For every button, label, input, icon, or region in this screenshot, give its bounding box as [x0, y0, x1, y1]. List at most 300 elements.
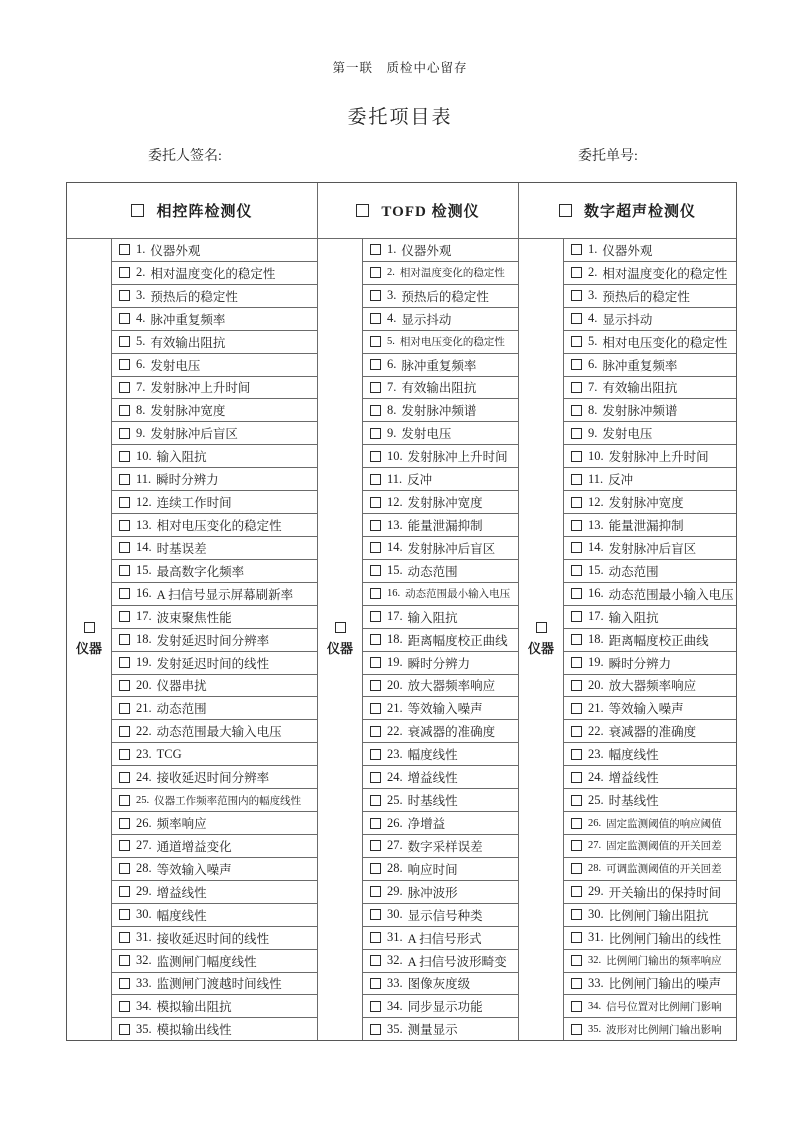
- item-number: 7.: [387, 379, 397, 394]
- item-label: 仪器外观: [150, 243, 201, 258]
- item-checkbox[interactable]: [370, 588, 381, 599]
- instrument-checkbox[interactable]: [559, 204, 572, 217]
- item-label: 脉冲波形: [407, 885, 458, 900]
- item-number: 1.: [136, 242, 146, 257]
- item-number: 24.: [136, 769, 152, 784]
- item-label: 输入阻抗: [407, 610, 458, 625]
- item-checkbox[interactable]: [370, 428, 381, 439]
- item-label: 发射脉冲后盲区: [407, 541, 496, 556]
- item-checkbox[interactable]: [571, 313, 582, 324]
- instrument-side-label: 仪器: [75, 641, 102, 656]
- item-number: 5.: [588, 334, 598, 349]
- item-checkbox[interactable]: [119, 909, 130, 920]
- item-checkbox[interactable]: [571, 932, 582, 943]
- item-label: 距离幅度校正曲线: [407, 633, 508, 648]
- item-checkbox[interactable]: [370, 542, 381, 553]
- item-number: 2.: [588, 265, 598, 280]
- item-number: 2.: [387, 267, 395, 279]
- item-number: 29.: [588, 884, 604, 899]
- item-checkbox[interactable]: [370, 451, 381, 462]
- item-number: 15.: [136, 563, 152, 578]
- item-row: [112, 881, 317, 904]
- item-row: [564, 927, 736, 950]
- item-label: 比例闸门输出的噪声: [608, 977, 722, 992]
- item-label: 相对电压变化的稳定性: [156, 519, 282, 534]
- item-label: 开关输出的保持时间: [608, 885, 722, 900]
- item-list: [112, 239, 317, 1040]
- item-row: [112, 422, 317, 445]
- item-row: [564, 491, 736, 514]
- item-checkbox[interactable]: [119, 267, 130, 278]
- instrument-checkbox[interactable]: [356, 204, 369, 217]
- item-checkbox[interactable]: [119, 405, 130, 416]
- item-row: [363, 354, 518, 377]
- item-row: [112, 537, 317, 560]
- instrument-side-label: 仪器: [326, 641, 353, 656]
- item-label: 有效输出阻抗: [150, 335, 226, 350]
- item-checkbox[interactable]: [119, 680, 130, 691]
- item-number: 5.: [136, 334, 146, 349]
- item-label: 预热后的稳定性: [602, 289, 690, 304]
- item-number: 20.: [588, 677, 604, 692]
- item-label: 监测闸门渡越时间线性: [156, 977, 282, 992]
- item-number: 20.: [387, 677, 403, 692]
- item-number: 29.: [387, 884, 403, 899]
- item-label: 频率响应: [156, 817, 207, 831]
- item-checkbox[interactable]: [571, 863, 582, 874]
- item-number: 10.: [588, 448, 604, 463]
- item-checkbox[interactable]: [370, 474, 381, 485]
- item-label: 动态范围: [407, 564, 458, 579]
- item-number: 26.: [588, 817, 602, 829]
- item-row: [112, 445, 317, 468]
- item-label: 瞬时分辨力: [407, 656, 471, 671]
- item-row: [363, 881, 518, 904]
- item-checkbox[interactable]: [571, 726, 582, 737]
- item-checkbox[interactable]: [119, 520, 130, 531]
- item-checkbox[interactable]: [119, 244, 130, 255]
- item-row: [564, 675, 736, 698]
- item-number: 30.: [387, 907, 403, 922]
- item-number: 14.: [588, 540, 604, 555]
- item-number: 21.: [136, 700, 152, 715]
- item-checkbox[interactable]: [119, 932, 130, 943]
- item-label: 仪器外观: [602, 243, 653, 258]
- item-number: 27.: [136, 838, 152, 853]
- column-body: [318, 239, 518, 1040]
- item-number: 3.: [588, 288, 598, 303]
- item-checkbox[interactable]: [370, 818, 381, 829]
- item-checkbox[interactable]: [370, 772, 381, 783]
- item-label: 发射脉冲上升时间: [407, 450, 508, 465]
- item-row: [363, 491, 518, 514]
- item-number: 13.: [588, 517, 604, 532]
- item-checkbox[interactable]: [370, 795, 381, 806]
- item-checkbox[interactable]: [571, 978, 582, 989]
- item-label: 响应时间: [407, 862, 458, 877]
- item-label: 等效输入噪声: [608, 702, 684, 717]
- item-number: 30.: [136, 907, 152, 922]
- item-row: [363, 697, 518, 720]
- item-number: 29.: [136, 884, 152, 899]
- item-checkbox[interactable]: [119, 451, 130, 462]
- item-row: [564, 835, 736, 858]
- item-row: [363, 514, 518, 537]
- item-label: 能量泄漏抑制: [608, 519, 684, 534]
- item-checkbox[interactable]: [571, 428, 582, 439]
- item-row: [564, 239, 736, 262]
- item-number: 4.: [588, 311, 598, 326]
- item-label: 放大器频率响应: [407, 679, 496, 694]
- item-number: 19.: [136, 655, 152, 670]
- item-checkbox[interactable]: [370, 726, 381, 737]
- item-checkbox[interactable]: [119, 359, 130, 370]
- item-list: [564, 239, 736, 1040]
- item-number: 33.: [387, 975, 403, 990]
- item-row: [564, 766, 736, 789]
- item-row: [564, 720, 736, 743]
- item-label: 脉冲重复频率: [602, 358, 678, 373]
- item-row: [112, 491, 317, 514]
- item-label: 发射电压: [602, 427, 653, 442]
- item-row: [363, 445, 518, 468]
- item-label: 波形对比例闸门输出影响: [606, 1024, 722, 1036]
- item-label: 衰减器的准确度: [407, 725, 496, 740]
- item-checkbox[interactable]: [119, 955, 130, 966]
- item-label: 数字采样误差: [407, 839, 483, 854]
- item-label: TCG: [156, 746, 182, 761]
- item-checkbox[interactable]: [370, 565, 381, 576]
- item-checkbox[interactable]: [571, 1024, 582, 1035]
- item-label: 发射电压: [401, 427, 452, 442]
- item-checkbox[interactable]: [119, 978, 130, 989]
- item-label: 输入阻抗: [156, 450, 207, 465]
- item-label: 仪器串扰: [156, 679, 207, 694]
- item-checkbox[interactable]: [119, 497, 130, 508]
- item-checkbox[interactable]: [370, 1024, 381, 1035]
- item-checkbox[interactable]: [571, 474, 582, 485]
- item-number: 12.: [387, 494, 403, 509]
- item-number: 23.: [136, 746, 152, 761]
- item-checkbox[interactable]: [571, 267, 582, 278]
- item-row: [112, 904, 317, 927]
- item-checkbox[interactable]: [119, 565, 130, 576]
- item-row: [363, 927, 518, 950]
- item-label: 仪器工作频率范围内的幅度线性: [154, 795, 302, 807]
- item-number: 1.: [387, 242, 397, 257]
- instrument-column: [518, 183, 736, 1040]
- item-checkbox[interactable]: [370, 680, 381, 691]
- item-label: 比例闸门输出的频率响应: [606, 956, 722, 968]
- item-number: 6.: [136, 357, 146, 372]
- item-checkbox[interactable]: [571, 657, 582, 668]
- item-checkbox[interactable]: [370, 290, 381, 301]
- item-number: 9.: [136, 425, 146, 440]
- item-label: 预热后的稳定性: [401, 289, 489, 304]
- item-row: [363, 743, 518, 766]
- item-number: 17.: [387, 609, 403, 624]
- item-checkbox[interactable]: [119, 886, 130, 897]
- item-number: 17.: [588, 609, 604, 624]
- item-checkbox[interactable]: [370, 955, 381, 966]
- item-label: 动态范围最小输入电压: [405, 589, 511, 601]
- item-checkbox[interactable]: [370, 382, 381, 393]
- item-number: 23.: [588, 746, 604, 761]
- item-label: 距离幅度校正曲线: [608, 633, 709, 648]
- item-checkbox[interactable]: [370, 405, 381, 416]
- instrument-side-cell: [67, 239, 112, 1040]
- item-checkbox[interactable]: [119, 1024, 130, 1035]
- item-label: 发射脉冲频谱: [401, 404, 477, 419]
- item-row: [112, 789, 317, 812]
- item-number: 11.: [387, 471, 403, 486]
- item-number: 3.: [387, 288, 397, 303]
- item-checkbox[interactable]: [119, 840, 130, 851]
- item-checkbox[interactable]: [370, 520, 381, 531]
- item-checkbox[interactable]: [119, 313, 130, 324]
- item-label: 发射脉冲频谱: [602, 404, 678, 419]
- item-checkbox[interactable]: [119, 542, 130, 553]
- item-row: [564, 629, 736, 652]
- item-number: 2.: [136, 265, 146, 280]
- item-checkbox[interactable]: [571, 520, 582, 531]
- item-number: 19.: [588, 655, 604, 670]
- item-label: 发射脉冲上升时间: [608, 450, 709, 465]
- item-number: 33.: [588, 975, 604, 990]
- instrument-column: [67, 183, 317, 1040]
- item-checkbox[interactable]: [119, 795, 130, 806]
- item-row: [112, 697, 317, 720]
- item-checkbox[interactable]: [370, 1001, 381, 1012]
- instrument-side-checkbox[interactable]: [84, 622, 95, 633]
- item-checkbox[interactable]: [119, 428, 130, 439]
- item-checkbox[interactable]: [119, 726, 130, 737]
- item-checkbox[interactable]: [571, 451, 582, 462]
- item-checkbox[interactable]: [370, 359, 381, 370]
- item-number: 24.: [588, 769, 604, 784]
- item-checkbox[interactable]: [571, 818, 582, 829]
- item-label: 瞬时分辨力: [608, 656, 672, 671]
- item-number: 33.: [136, 975, 152, 990]
- item-number: 31.: [387, 930, 403, 945]
- item-row: [112, 354, 317, 377]
- item-row: [112, 927, 317, 950]
- item-row: [112, 743, 317, 766]
- item-label: 时基线性: [407, 794, 458, 809]
- item-label: 有效输出阻抗: [401, 381, 477, 396]
- item-label: 放大器频率响应: [608, 679, 697, 694]
- item-row: [564, 262, 736, 285]
- item-label: 连续工作时间: [156, 496, 232, 511]
- item-label: 显示抖动: [602, 312, 653, 327]
- item-label: 动态范围最大输入电压: [156, 725, 282, 740]
- item-label: 发射脉冲宽度: [150, 404, 226, 419]
- item-checkbox[interactable]: [119, 474, 130, 485]
- item-checkbox[interactable]: [571, 634, 582, 645]
- item-checkbox[interactable]: [370, 840, 381, 851]
- item-checkbox[interactable]: [571, 955, 582, 966]
- item-label: 动态范围: [608, 564, 659, 579]
- item-row: [112, 995, 317, 1018]
- item-row: [363, 606, 518, 629]
- item-row: [564, 881, 736, 904]
- item-row: [363, 560, 518, 583]
- instrument-side-checkbox[interactable]: [536, 622, 547, 633]
- item-checkbox[interactable]: [571, 336, 582, 347]
- item-number: 7.: [136, 379, 146, 394]
- item-checkbox[interactable]: [119, 611, 130, 622]
- item-label: 接收延迟时间分辨率: [156, 771, 270, 786]
- item-row: [112, 675, 317, 698]
- item-checkbox[interactable]: [571, 1001, 582, 1012]
- item-checkbox[interactable]: [119, 336, 130, 347]
- item-number: 25.: [136, 794, 150, 806]
- item-row: [363, 652, 518, 675]
- item-row: [564, 468, 736, 491]
- item-label: 可调监测阈值的开关回差: [606, 864, 722, 876]
- item-checkbox[interactable]: [571, 565, 582, 576]
- item-row: [363, 904, 518, 927]
- item-checkbox[interactable]: [571, 703, 582, 714]
- item-checkbox[interactable]: [571, 909, 582, 920]
- item-checkbox[interactable]: [370, 703, 381, 714]
- item-checkbox[interactable]: [571, 290, 582, 301]
- item-checkbox[interactable]: [370, 978, 381, 989]
- item-number: 21.: [588, 700, 604, 715]
- item-checkbox[interactable]: [119, 657, 130, 668]
- item-checkbox[interactable]: [571, 405, 582, 416]
- item-checkbox[interactable]: [370, 634, 381, 645]
- item-label: 比例闸门输出阻抗: [608, 908, 709, 923]
- item-row: [564, 399, 736, 422]
- item-number: 7.: [588, 379, 598, 394]
- item-checkbox[interactable]: [370, 244, 381, 255]
- item-label: 发射延迟时间的线性: [156, 656, 270, 671]
- item-row: [564, 514, 736, 537]
- item-checkbox[interactable]: [370, 932, 381, 943]
- item-row: [363, 308, 518, 331]
- item-number: 35.: [387, 1021, 403, 1036]
- item-checkbox[interactable]: [119, 290, 130, 301]
- item-checkbox[interactable]: [119, 1001, 130, 1012]
- item-checkbox[interactable]: [571, 382, 582, 393]
- item-checkbox[interactable]: [571, 886, 582, 897]
- item-number: 20.: [136, 677, 152, 692]
- item-checkbox[interactable]: [571, 244, 582, 255]
- item-label: 发射电压: [150, 358, 201, 373]
- item-checkbox[interactable]: [119, 772, 130, 783]
- item-row: [363, 331, 518, 354]
- item-label: A 扫信号波形畸变: [407, 954, 507, 969]
- item-checkbox[interactable]: [571, 359, 582, 370]
- item-checkbox[interactable]: [370, 611, 381, 622]
- item-number: 8.: [136, 402, 146, 417]
- item-checkbox[interactable]: [571, 749, 582, 760]
- item-label: 相对温度变化的稳定性: [150, 266, 276, 281]
- item-checkbox[interactable]: [119, 863, 130, 874]
- item-row: [564, 904, 736, 927]
- item-number: 6.: [387, 357, 397, 372]
- item-label: 预热后的稳定性: [150, 289, 238, 304]
- item-number: 16.: [588, 586, 604, 601]
- item-label: 发射延迟时间分辨率: [156, 633, 270, 648]
- item-checkbox[interactable]: [370, 886, 381, 897]
- item-label: 脉冲重复频率: [150, 312, 226, 327]
- item-row: [112, 308, 317, 331]
- item-list: [363, 239, 518, 1040]
- item-row: [564, 583, 736, 606]
- item-checkbox[interactable]: [571, 680, 582, 691]
- item-row: [564, 560, 736, 583]
- item-checkbox[interactable]: [571, 772, 582, 783]
- item-row: [564, 812, 736, 835]
- item-row: [564, 331, 736, 354]
- item-checkbox[interactable]: [370, 267, 381, 278]
- item-number: 35.: [588, 1023, 602, 1035]
- item-number: 4.: [387, 311, 397, 326]
- item-label: 瞬时分辨力: [156, 473, 219, 488]
- item-checkbox[interactable]: [119, 382, 130, 393]
- item-checkbox[interactable]: [370, 909, 381, 920]
- item-label: 发射脉冲后盲区: [608, 541, 697, 556]
- item-row: [564, 285, 736, 308]
- item-checkbox[interactable]: [370, 336, 381, 347]
- item-number: 22.: [387, 723, 403, 738]
- item-label: 幅度线性: [608, 748, 659, 763]
- item-checkbox[interactable]: [119, 749, 130, 760]
- item-checkbox[interactable]: [571, 542, 582, 553]
- item-number: 27.: [588, 840, 602, 852]
- item-label: 图像灰度级: [407, 977, 471, 992]
- item-label: 发射脉冲上升时间: [150, 381, 251, 396]
- item-checkbox[interactable]: [119, 818, 130, 829]
- item-checkbox[interactable]: [370, 657, 381, 668]
- item-row: [564, 1018, 736, 1040]
- item-number: 13.: [136, 517, 152, 532]
- item-checkbox[interactable]: [370, 313, 381, 324]
- item-number: 21.: [387, 700, 403, 715]
- item-checkbox[interactable]: [571, 588, 582, 599]
- item-checkbox[interactable]: [571, 497, 582, 508]
- item-checkbox[interactable]: [119, 588, 130, 599]
- item-number: 34.: [387, 998, 403, 1013]
- item-checkbox[interactable]: [370, 863, 381, 874]
- item-row: [112, 514, 317, 537]
- item-checkbox[interactable]: [370, 749, 381, 760]
- item-label: 同步显示功能: [407, 1000, 483, 1015]
- item-number: 15.: [588, 563, 604, 578]
- item-row: [363, 812, 518, 835]
- item-number: 17.: [136, 609, 152, 624]
- instrument-side-checkbox[interactable]: [335, 622, 346, 633]
- item-row: [564, 308, 736, 331]
- item-row: [112, 950, 317, 973]
- item-checkbox[interactable]: [370, 497, 381, 508]
- instrument-checkbox[interactable]: [131, 204, 144, 217]
- item-row: [564, 789, 736, 812]
- item-number: 32.: [588, 955, 602, 967]
- item-checkbox[interactable]: [571, 611, 582, 622]
- item-row: [564, 354, 736, 377]
- item-checkbox[interactable]: [119, 703, 130, 714]
- item-label: 相对电压变化的稳定性: [602, 335, 728, 350]
- item-label: 测量显示: [407, 1023, 458, 1038]
- item-label: 相对温度变化的稳定性: [399, 268, 505, 280]
- item-checkbox[interactable]: [571, 840, 582, 851]
- item-checkbox[interactable]: [571, 795, 582, 806]
- item-checkbox[interactable]: [119, 634, 130, 645]
- item-row: [112, 766, 317, 789]
